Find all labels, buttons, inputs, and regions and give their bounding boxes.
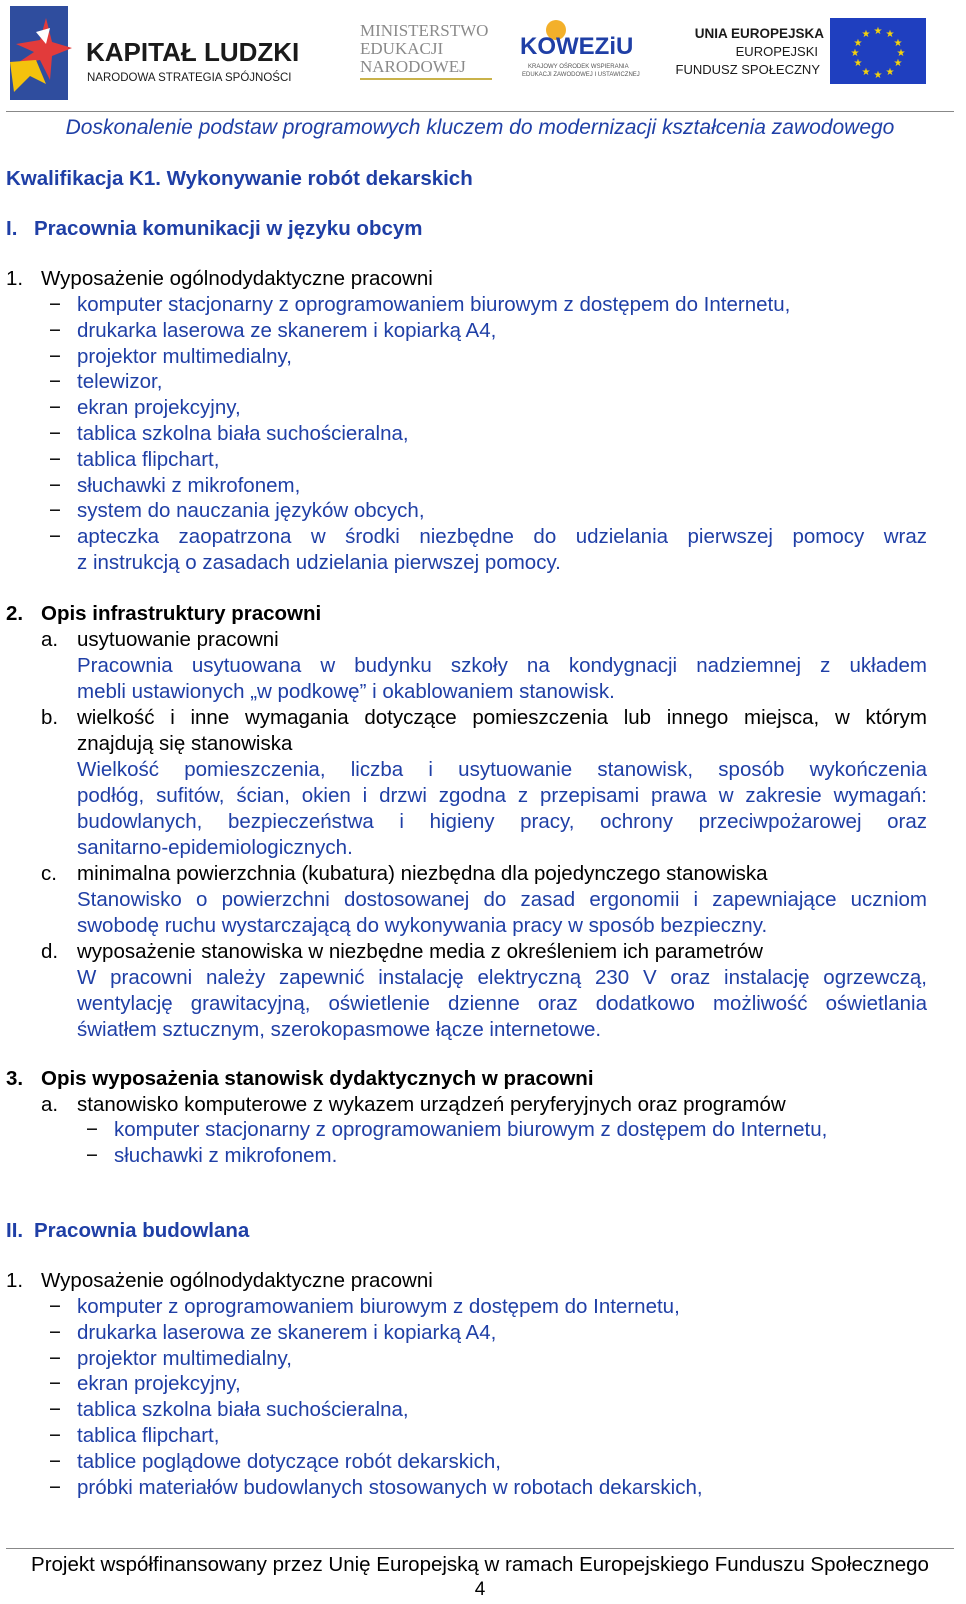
dash-bullet: −: [49, 525, 61, 548]
s2-a-title: usytuowanie pracowni: [77, 628, 279, 651]
s1-item: [49, 369, 929, 395]
s2-b-text4: sanitarno-epidemiologicznych.: [77, 836, 353, 859]
s1-item-text: słuchawki z mikrofonem,: [77, 473, 301, 497]
svg-text:★: ★: [850, 48, 860, 59]
s3-title: Opis wyposażenia stanowisk dydaktycznych w pracowni: [41, 1067, 594, 1090]
s2-d-text1: W pracowni należy zapewnić instalację elektryczną 230 V oraz instalację ogrzewczą,: [77, 966, 927, 989]
s1-item: [49, 421, 929, 447]
kapital-ludzki-logo: [6, 4, 316, 104]
s1-item-text: tablica szkolna biała suchościeralna,: [77, 422, 409, 445]
page-number: 4: [474, 1579, 486, 1600]
s2-d-label: d.: [41, 940, 59, 963]
koweziu-line1: KRAJOWY OŚRODEK WSPIERANIA: [528, 64, 629, 70]
s2-1-item: [49, 1346, 929, 1372]
dash-bullet: −: [49, 473, 61, 497]
dash-bullet: −: [49, 447, 61, 471]
footer-divider: [6, 1548, 954, 1549]
dash-bullet: −: [49, 396, 61, 420]
svg-text:★: ★: [861, 29, 871, 40]
s1-item-text: komputer stacjonarny z oprogramowaniem biurowym z dostępem do Internetu,: [77, 293, 791, 316]
first-aid-line1: apteczka zaopatrzona w środki niezbędne do udzielania pierwszej pomocy wraz: [77, 525, 927, 548]
s1-item-text: projektor multimedialny,: [77, 344, 292, 368]
s2-b-title1: wielkość i inne wymagania dotyczące pomieszczenia lub innego miejsca, w którym: [77, 706, 927, 729]
s1-item: [49, 318, 929, 344]
section-ii-number: II.: [6, 1219, 24, 1242]
koweziu-name: KOWEZiU: [520, 33, 634, 60]
s1-item-text: tablica flipchart,: [77, 447, 220, 471]
s2-1-item: [49, 1475, 929, 1501]
s3-item: [86, 1117, 966, 1143]
svg-text:★: ★: [873, 26, 883, 37]
s2-a-text1: Pracownia usytuowana w budynku szkoły na kondygnacji nadziemnej z układem: [77, 654, 927, 677]
svg-text:★: ★: [853, 38, 863, 49]
s3-number: 3.: [6, 1067, 24, 1090]
qualification-title: Kwalifikacja K1. Wykonywanie robót dekarskich: [6, 167, 473, 190]
s2-1-item-text: tablica flipchart,: [77, 1424, 220, 1447]
s1-item: [49, 344, 929, 370]
s2-b-text3: budowlanych, bezpieczeństwa i higieny pracy, ochrony przeciwpożarowej oraz: [77, 810, 927, 833]
ue-line1: UNIA EUROPEJSKA: [694, 26, 824, 41]
s2-1-item-text: tablice poglądowe dotyczące robót dekarskich,: [77, 1449, 501, 1473]
s2-1-item-text: próbki materiałów budowlanych stosowanych w robotach dekarskich,: [77, 1475, 703, 1499]
svg-text:★: ★: [853, 58, 863, 69]
dash-bullet: −: [49, 1475, 61, 1499]
s2-c-text2: swobodę ruchu wystarczającą do wykonywania pracy w sposób bezpieczny.: [77, 914, 768, 937]
s1-item: [49, 498, 929, 524]
svg-text:★: ★: [873, 70, 883, 81]
s2-1-item-text: projektor multimedialny,: [77, 1346, 292, 1370]
s2-1-item: [49, 1371, 929, 1397]
dash-bullet: −: [49, 1320, 61, 1344]
section-i-title: Pracownia komunikacji w języku obcym: [34, 217, 423, 240]
s3-item-text: komputer stacjonarny z oprogramowaniem biurowym z dostępem do Internetu,: [114, 1118, 828, 1141]
s1-item-text: ekran projekcyjny,: [77, 396, 241, 420]
eu-logo: [675, 14, 950, 86]
s2-1-number: 1.: [6, 1269, 24, 1292]
project-subtitle: Doskonalenie podstaw programowych kluczem do modernizacji kształcenia zawodowego: [65, 116, 895, 139]
first-aid-line2: z instrukcją o zasadach udzielania pierwszej pomocy.: [77, 551, 561, 574]
dash-bullet: −: [49, 1372, 61, 1396]
s2-1-item: [49, 1449, 929, 1475]
s1-item-text: system do nauczania języków obcych,: [77, 499, 425, 523]
s1-number: 1.: [6, 267, 24, 290]
s1-item: [49, 473, 929, 499]
s2-1-item-text: ekran projekcyjny,: [77, 1372, 241, 1396]
s2-b-title2: znajdują się stanowiska: [77, 732, 293, 755]
s2-d-text3: światłem sztucznym, szerokopasmowe łącze internetowe.: [77, 1018, 602, 1041]
section-i-number: I.: [6, 217, 18, 240]
s2-c-label: c.: [41, 862, 57, 885]
dash-bullet: −: [49, 422, 61, 445]
kapital-ludzki-subtitle: NARODOWA STRATEGIA SPÓJNOŚCI: [87, 72, 292, 84]
s2-d-title: wyposażenie stanowiska w niezbędne media z określeniem ich parametrów: [77, 940, 763, 963]
s1-title: Wyposażenie ogólnodydaktyczne pracowni: [41, 267, 433, 290]
s2-1-item: [49, 1397, 929, 1423]
s2-1-title: Wyposażenie ogólnodydaktyczne pracowni: [41, 1269, 433, 1292]
svg-text:★: ★: [861, 67, 871, 78]
s2-1-item: [49, 1294, 929, 1320]
header-divider: [6, 111, 954, 112]
kapital-ludzki-title: KAPITAŁ LUDZKI: [86, 37, 300, 67]
ministerstwo-logo: [360, 18, 500, 82]
footer-text: Projekt współfinansowany przez Unię Europejską w ramach Europejskiego Funduszu Społecznego: [31, 1553, 929, 1576]
s1-item: [49, 292, 929, 318]
ue-line3: FUNDUSZ SPOŁECZNY: [675, 62, 820, 77]
s2-1-item-text: komputer z oprogramowaniem biurowym z dostępem do Internetu,: [77, 1295, 680, 1318]
s2-c-text1: Stanowisko o powierzchni dostosowanej do zasad ergonomii i zapewniające uczniom: [77, 888, 927, 911]
dash-bullet: −: [49, 1398, 61, 1422]
s2-1-item-text: drukarka laserowa ze skanerem i kopiarką A4,: [77, 1320, 497, 1344]
svg-text:★: ★: [885, 29, 895, 40]
s3-item-text: słuchawki z mikrofonem.: [114, 1144, 338, 1167]
dash-bullet: −: [49, 1449, 61, 1473]
dash-bullet: −: [49, 499, 61, 523]
dash-bullet: −: [49, 1346, 61, 1370]
men-line3: NARODOWEJ: [360, 57, 466, 76]
s1-item: [49, 447, 929, 473]
s2-1-item: [49, 1320, 929, 1346]
dash-bullet: −: [49, 1424, 61, 1447]
s2-d-text2: wentylację grawitacyjną, oświetlenie dzienne oraz dodatkowo możliwość oświetlania: [77, 992, 927, 1015]
ue-line2: EUROPEJSKI: [735, 44, 818, 59]
svg-text:★: ★: [893, 38, 903, 49]
koweziu-line2: EDUKACJI ZAWODOWEJ I USTAWICZNEJ: [522, 72, 640, 78]
s2-c-title: minimalna powierzchnia (kubatura) niezbędna dla pojedynczego stanowiska: [77, 862, 768, 885]
dash-bullet: −: [86, 1144, 98, 1167]
dash-bullet: −: [49, 370, 61, 394]
s2-a-label: a.: [41, 628, 59, 651]
men-line1: MINISTERSTWO: [360, 21, 489, 40]
s1-item: [49, 395, 929, 421]
svg-text:★: ★: [896, 48, 906, 59]
s2-number: 2.: [6, 602, 24, 625]
s2-1-item: [49, 1423, 929, 1449]
s2-title: Opis infrastruktury pracowni: [41, 602, 322, 625]
s2-b-text1: Wielkość pomieszczenia, liczba i usytuowanie stanowisk, sposób wykończenia: [77, 758, 927, 781]
men-line2: EDUKACJI: [360, 39, 444, 58]
dash-bullet: −: [49, 293, 61, 316]
s3-item: [86, 1143, 966, 1169]
dash-bullet: −: [49, 344, 61, 368]
svg-text:★: ★: [885, 67, 895, 78]
dash-bullet: −: [49, 1295, 61, 1318]
svg-text:★: ★: [893, 58, 903, 69]
s3-a-label: a.: [41, 1093, 59, 1116]
s2-1-item-text: tablica szkolna biała suchościeralna,: [77, 1398, 409, 1422]
s2-b-label: b.: [41, 706, 59, 729]
s1-item-text: telewizor,: [77, 370, 163, 394]
section-ii-title: Pracownia budowlana: [34, 1219, 250, 1242]
s2-b-text2: podłóg, sufitów, ścian, okien i drzwi zgodna z przepisami prawa w zakresie wymagań:: [77, 784, 927, 807]
s1-item-text: drukarka laserowa ze skanerem i kopiarką A4,: [77, 318, 497, 342]
s2-a-text2: mebli ustawionych „w podkowę” i okablowaniem stanowisk.: [77, 680, 615, 703]
koweziu-logo: [520, 16, 650, 86]
s1-item-first-aid: [49, 524, 929, 576]
s3-a-title: stanowisko komputerowe z wykazem urządzeń peryferyjnych oraz programów: [77, 1093, 786, 1116]
dash-bullet: −: [49, 318, 61, 342]
dash-bullet: −: [86, 1118, 98, 1141]
